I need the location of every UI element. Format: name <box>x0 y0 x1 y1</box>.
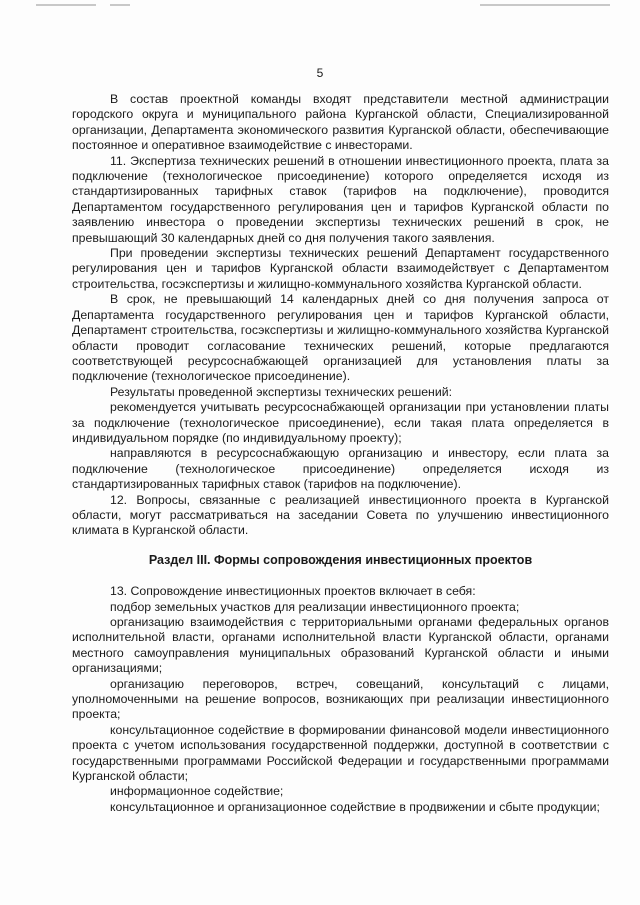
paragraph: консультационное и организационное содействие в продвижении и сбыте продукции; <box>110 799 600 814</box>
paragraph: Результаты проведенной экспертизы технических решений: <box>110 384 453 399</box>
paragraph: консультационное содействие в формировании финансовой модели инвестиционного проекта с учетом использования государственной поддержки, доступной в соответствии с государственными программами Российской Федерации и государственными программами Курганской области; <box>72 722 609 784</box>
document-body <box>72 92 609 815</box>
page-number: 5 <box>316 66 324 80</box>
paragraph: направляются в ресурсоснабжающую организацию и инвестору, если плата за подключение (технологическое присоединение) определяется исходя из стандартизированных тарифных ставок (тарифов на подключение). <box>72 446 609 492</box>
paragraph: информационное содействие; <box>110 784 284 799</box>
paragraph: рекомендуется учитывать ресурсоснабжающей организации при установлении платы за подключение (технологическое присоединение), если такая плата определяется в индивидуальном порядке (по индивидуальному проекту); <box>72 400 609 445</box>
paragraph: организацию переговоров, встреч, совещаний, консультаций с лицами, уполномоченными на решение вопросов, возникающих при реализации инвестиционного проекта; <box>72 676 609 722</box>
scan-artifact <box>36 4 96 6</box>
paragraph: 13. Сопровождение инвестиционных проектов включает в себя: <box>110 584 476 599</box>
paragraph: подбор земельных участков для реализации инвестиционного проекта; <box>110 599 520 614</box>
scan-artifact <box>110 4 130 6</box>
paragraph: При проведении экспертизы технических решений Департамент государственного регулирования цен и тарифов Курганской области взаимодействует с Департаментом строительства, госэкспертизы и жилищно-коммунального хозяйства Курганской области. <box>72 246 609 291</box>
paragraph: 12. Вопросы, связанные с реализацией инвестиционного проекта в Курганской области, могут рассматриваться на заседании Совета по улучшению инвестиционного климата в Курганской области. <box>72 492 609 538</box>
paragraph: В состав проектной команды входят представители местной администрации городского округа и муниципального района Курганской области, Специализированной организации, Департамента экономического развития Курганской области, обеспечивающие постоянное и оперативное взаимодействие с инвесторами. <box>72 92 609 153</box>
paragraph: 11. Экспертиза технических решений в отношении инвестиционного проекта, плата за подключение (технологическое присоединение) которого определяется исходя из стандартизированных тарифных ставок (тарифов на подключение), проводится Департаментом государственного регулирования цен и тарифов Курганской области по заявлению инвестора о проведении экспертизы технических решений в срок, не превышающий 30 календарных дней со дня получения такого заявления. <box>72 153 609 245</box>
paragraph: организацию взаимодействия с территориальными органами федеральных органов исполнительной власти, органами исполнительной власти Курганской области, органами местного самоуправления муниципальных образований Курганской области и иными организациями; <box>72 615 609 676</box>
paragraph: В срок, не превышающий 14 календарных дней со дня получения запроса от Департамента государственного регулирования цен и тарифов Курганской области, Департамент строительства, госэкспертизы и жилищно-коммунального хозяйства Курганской области проводит согласование технических решений, которые предлагаются соответствующей ресурсоснабжающей организацией для установления платы за подключение (технологическое присоединение). <box>72 292 609 384</box>
section-heading: Раздел III. Формы сопровождения инвестиционных проектов <box>148 552 533 567</box>
scan-artifact <box>480 4 610 6</box>
